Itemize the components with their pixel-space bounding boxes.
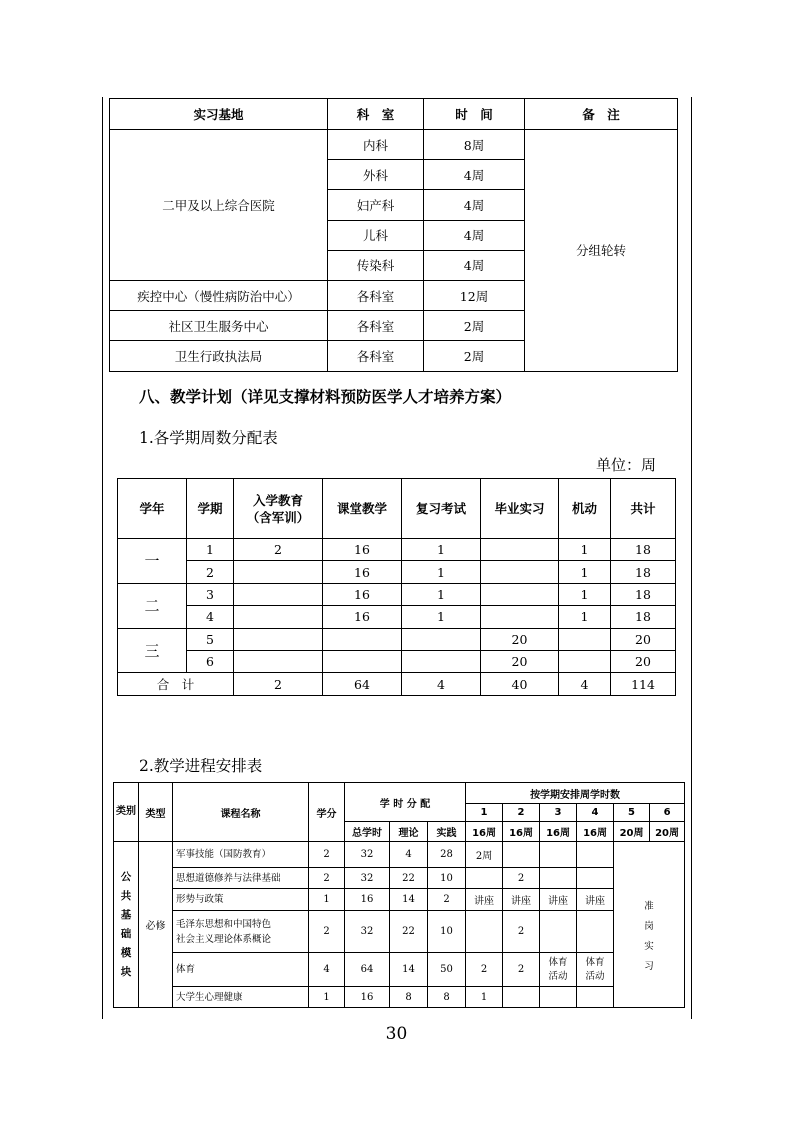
- intern-cell: 20: [481, 650, 559, 672]
- sem1-cell: 讲座: [466, 889, 503, 911]
- theory-cell: 8: [390, 987, 428, 1008]
- entry-cell: [234, 650, 323, 672]
- total-cell: 20: [611, 650, 676, 672]
- dept-cell: 各科室: [328, 280, 424, 310]
- table-row: [114, 842, 685, 868]
- sem1-cell: 2周: [466, 842, 503, 868]
- intern-label: 准岗实习: [644, 901, 654, 973]
- table-row: [118, 606, 676, 628]
- header-entry-line1: 入学教育: [252, 492, 303, 508]
- header-exam: 复习考试: [402, 479, 481, 539]
- sem4-cell: [577, 842, 614, 868]
- table-header-row: [114, 783, 685, 804]
- course-name-line2: 社会主义理论体系概论: [176, 933, 272, 945]
- theory-cell: 22: [390, 868, 428, 889]
- table-row: [114, 987, 685, 1008]
- sum-entry: 2: [234, 673, 323, 695]
- header-weeks-1: 16周: [466, 822, 503, 842]
- intern-cell: [481, 606, 559, 628]
- table-row: [118, 583, 676, 605]
- header-category: 类别: [114, 783, 139, 842]
- sem-cell: 3: [187, 583, 234, 605]
- theory-cell: 14: [390, 953, 428, 987]
- practice-cell: 10: [428, 911, 466, 953]
- sem4-cell: [577, 987, 614, 1008]
- class-cell: 16: [323, 539, 402, 561]
- header-theory: 理论: [390, 822, 428, 842]
- class-cell: [323, 650, 402, 672]
- practice-cell: 8: [428, 987, 466, 1008]
- course-name: 形势与政策: [173, 889, 309, 911]
- intern-cell: [481, 561, 559, 583]
- sem4-line1: 体育: [585, 956, 605, 968]
- flex-cell: 1: [559, 539, 611, 561]
- table-row: [110, 130, 678, 160]
- entry-cell: [234, 628, 323, 650]
- year-cell: 二: [118, 583, 187, 628]
- category-label: 公共基础模块: [120, 870, 132, 978]
- header-weeks-2: 16周: [503, 822, 540, 842]
- subtitle-progress: 2.教学进程安排表: [139, 757, 263, 775]
- dept-cell: 各科室: [328, 311, 424, 341]
- weeks-table: [117, 478, 676, 696]
- header-hours: 学 时 分 配: [345, 783, 466, 822]
- header-base: 实习基地: [110, 99, 328, 130]
- practice-cell: 2: [428, 889, 466, 911]
- sem3-line1: 体育: [548, 956, 568, 968]
- sem3-cell: [540, 953, 577, 987]
- total-cell: 18: [611, 539, 676, 561]
- header-weeks-4: 16周: [577, 822, 614, 842]
- sem-cell: 4: [187, 606, 234, 628]
- entry-cell: [234, 583, 323, 605]
- total-cell: 18: [611, 583, 676, 605]
- practice-cell: 28: [428, 842, 466, 868]
- header-course: 课程名称: [173, 783, 309, 842]
- time-cell: 4周: [424, 220, 525, 250]
- total-cell: 18: [611, 561, 676, 583]
- time-cell: 8周: [424, 130, 525, 160]
- hospital-cell: 二甲及以上综合医院: [110, 130, 328, 281]
- internship-table: [109, 98, 678, 372]
- exam-cell: [402, 650, 481, 672]
- time-cell: 2周: [424, 341, 525, 371]
- sem4-cell: [577, 953, 614, 987]
- dept-cell: 内科: [328, 130, 424, 160]
- year-cell: 三: [118, 628, 187, 673]
- credit-cell: 2: [309, 868, 345, 889]
- total-hours-cell: 16: [345, 889, 390, 911]
- dept-cell: 外科: [328, 160, 424, 190]
- header-remark: 备 注: [525, 99, 678, 130]
- time-cell: 2周: [424, 311, 525, 341]
- table-row: [114, 868, 685, 889]
- sem1-cell: [466, 911, 503, 953]
- theory-cell: 4: [390, 842, 428, 868]
- flex-cell: 1: [559, 606, 611, 628]
- total-hours-cell: 32: [345, 868, 390, 889]
- practice-cell: 50: [428, 953, 466, 987]
- course-name: 体育: [173, 953, 309, 987]
- intern-cell: [614, 868, 685, 1008]
- dept-cell: 传染科: [328, 250, 424, 280]
- sem2-cell: 2: [503, 953, 540, 987]
- subtitle-weeks: 1.各学期周数分配表: [139, 429, 278, 447]
- time-cell: 12周: [424, 280, 525, 310]
- credit-cell: 4: [309, 953, 345, 987]
- section-title: 八、教学计划（详见支撑材料预防医学人才培养方案）: [139, 388, 512, 406]
- header-credit: 学分: [309, 783, 345, 842]
- sem1-cell: 1: [466, 987, 503, 1008]
- total-hours-cell: 64: [345, 953, 390, 987]
- sem-cell: 2: [187, 561, 234, 583]
- total-cell: 20: [611, 628, 676, 650]
- table-row: [118, 628, 676, 650]
- table-header-row: [110, 99, 678, 130]
- header-entry: [234, 479, 323, 539]
- base-cell: 卫生行政执法局: [110, 341, 328, 371]
- sem-cell: 1: [187, 539, 234, 561]
- header-practice: 实践: [428, 822, 466, 842]
- sum-class: 64: [323, 673, 402, 695]
- credit-cell: 2: [309, 842, 345, 868]
- sum-row: [118, 673, 676, 695]
- header-sem-6: 6: [650, 804, 685, 822]
- header-flex: 机动: [559, 479, 611, 539]
- credit-cell: 2: [309, 911, 345, 953]
- header-total: 共计: [611, 479, 676, 539]
- sem3-line2: 活动: [548, 970, 568, 982]
- dept-cell: 各科室: [328, 341, 424, 371]
- header-total-hours: 总学时: [345, 822, 390, 842]
- class-cell: 16: [323, 561, 402, 583]
- course-name: [173, 911, 309, 953]
- flex-cell: 1: [559, 583, 611, 605]
- exam-cell: [402, 628, 481, 650]
- sem2-cell: 讲座: [503, 889, 540, 911]
- sem4-cell: [577, 911, 614, 953]
- header-type: 类型: [139, 783, 173, 842]
- dept-cell: 儿科: [328, 220, 424, 250]
- header-weekly: 按学期安排周学时数: [466, 783, 685, 804]
- header-dept: 科 室: [328, 99, 424, 130]
- credit-cell: 1: [309, 987, 345, 1008]
- sum-intern: 40: [481, 673, 559, 695]
- course-name-line1: 毛泽东思想和中国特色: [176, 918, 272, 930]
- credit-cell: 1: [309, 889, 345, 911]
- header-intern: 毕业实习: [481, 479, 559, 539]
- header-weeks-5: 20周: [614, 822, 650, 842]
- header-time: 时 间: [424, 99, 525, 130]
- sem-cell: 6: [187, 650, 234, 672]
- header-entry-line2: （含军训）: [246, 509, 310, 525]
- table-row: [114, 889, 685, 911]
- table-header-row: [118, 479, 676, 539]
- base-cell: 疾控中心（慢性病防治中心）: [110, 280, 328, 310]
- class-cell: 16: [323, 583, 402, 605]
- course-name: 大学生心理健康: [173, 987, 309, 1008]
- course-name: 思想道德修养与法律基础: [173, 868, 309, 889]
- time-cell: 4周: [424, 190, 525, 220]
- sem2-cell: 2: [503, 868, 540, 889]
- page-number: 30: [385, 1024, 408, 1044]
- entry-cell: [234, 561, 323, 583]
- header-class: 课堂教学: [323, 479, 402, 539]
- base-cell: 社区卫生服务中心: [110, 311, 328, 341]
- header-semester: 学期: [187, 479, 234, 539]
- total-hours-cell: 16: [345, 987, 390, 1008]
- sem1-cell: 2: [466, 953, 503, 987]
- flex-cell: [559, 650, 611, 672]
- header-sem-3: 3: [540, 804, 577, 822]
- course-name: 军事技能（国防教育）: [173, 842, 309, 868]
- sem4-cell: [577, 868, 614, 889]
- progress-table: [113, 782, 685, 1008]
- sem3-cell: [540, 987, 577, 1008]
- year-cell: 一: [118, 539, 187, 584]
- header-weeks-6: 20周: [650, 822, 685, 842]
- total-hours-cell: 32: [345, 842, 390, 868]
- header-sem-4: 4: [577, 804, 614, 822]
- table-row: [118, 539, 676, 561]
- dept-cell: 妇产科: [328, 190, 424, 220]
- sem4-line2: 活动: [585, 970, 605, 982]
- exam-cell: 1: [402, 606, 481, 628]
- intern-spacer: [614, 842, 685, 868]
- header-weeks-3: 16周: [540, 822, 577, 842]
- remark-cell: 分组轮转: [525, 130, 678, 372]
- sem2-cell: [503, 987, 540, 1008]
- intern-cell: 20: [481, 628, 559, 650]
- table-row: [118, 650, 676, 672]
- table-row: [118, 561, 676, 583]
- category-cell: [114, 842, 139, 1008]
- sem3-cell: [540, 842, 577, 868]
- flex-cell: [559, 628, 611, 650]
- sum-exam: 4: [402, 673, 481, 695]
- table-row: [114, 953, 685, 987]
- sem4-cell: 讲座: [577, 889, 614, 911]
- entry-cell: [234, 606, 323, 628]
- total-cell: 18: [611, 606, 676, 628]
- class-cell: 16: [323, 606, 402, 628]
- exam-cell: 1: [402, 583, 481, 605]
- entry-cell: 2: [234, 539, 323, 561]
- table-row: [114, 911, 685, 953]
- type-cell: 必修: [139, 842, 173, 1008]
- flex-cell: 1: [559, 561, 611, 583]
- total-hours-cell: 32: [345, 911, 390, 953]
- theory-cell: 22: [390, 911, 428, 953]
- time-cell: 4周: [424, 250, 525, 280]
- intern-cell: [481, 539, 559, 561]
- class-cell: [323, 628, 402, 650]
- exam-cell: 1: [402, 539, 481, 561]
- sem3-cell: [540, 911, 577, 953]
- sum-flex: 4: [559, 673, 611, 695]
- header-sem-2: 2: [503, 804, 540, 822]
- sem-cell: 5: [187, 628, 234, 650]
- sem2-cell: 2: [503, 911, 540, 953]
- sem2-cell: [503, 842, 540, 868]
- sem3-cell: 讲座: [540, 889, 577, 911]
- sum-label: 合 计: [118, 673, 234, 695]
- sum-total: 114: [611, 673, 676, 695]
- sem3-cell: [540, 868, 577, 889]
- header-sem-1: 1: [466, 804, 503, 822]
- practice-cell: 10: [428, 868, 466, 889]
- time-cell: 4周: [424, 160, 525, 190]
- theory-cell: 14: [390, 889, 428, 911]
- header-sem-5: 5: [614, 804, 650, 822]
- intern-cell: [481, 583, 559, 605]
- unit-label: 单位：周: [596, 456, 657, 474]
- exam-cell: 1: [402, 561, 481, 583]
- sem1-cell: [466, 868, 503, 889]
- header-year: 学年: [118, 479, 187, 539]
